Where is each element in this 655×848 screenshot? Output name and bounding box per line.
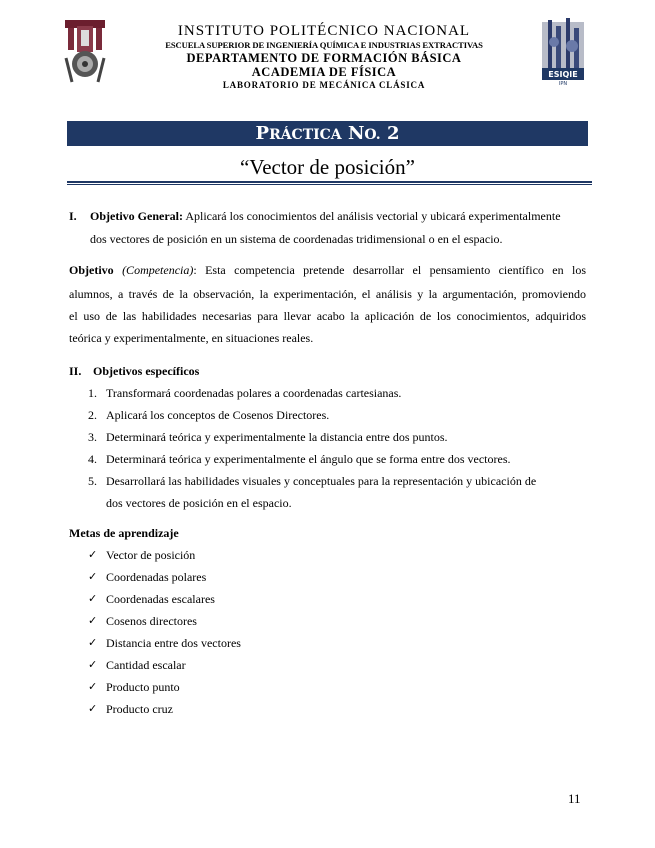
check-icon: ✓ <box>88 636 98 649</box>
logo-right-subtext: IPN <box>558 81 568 86</box>
competency-line4: teórica y experimentalmente, en situaciones reales. <box>69 331 314 345</box>
competency-line1 <box>69 264 586 276</box>
objective-num: 1. <box>88 386 97 400</box>
school-name: ESCUELA SUPERIOR DE INGENIERÍA QUÍMICA E INDUSTRIAS EXTRACTIVAS <box>165 40 483 50</box>
section1-text1: Aplicará los conocimientos del análisis vectorial y ubicará experimentalmente <box>182 209 561 223</box>
goal-item: Distancia entre dos vectores <box>106 636 241 650</box>
objective-num: 4. <box>88 452 97 466</box>
competency-line3: el uso de las habilidades necesarias para llevar acabo la aplicación de los conocimientos, adquiridos <box>69 309 586 323</box>
objective-num: 2. <box>88 408 97 422</box>
academy-name: ACADEMIA DE FÍSICA <box>251 65 397 79</box>
competency-sub: (Competencia) <box>122 263 194 277</box>
check-icon: ✓ <box>88 702 98 715</box>
check-icon: ✓ <box>88 570 98 583</box>
check-icon: ✓ <box>88 592 98 605</box>
practice-banner <box>67 121 588 146</box>
objective-text: Aplicará los conceptos de Cosenos Directores. <box>106 408 330 422</box>
section1-line1 <box>90 210 561 222</box>
page-number: 11 <box>568 791 581 806</box>
section2-heading: Objetivos específicos <box>93 364 200 378</box>
objective-text: Determinará teórica y experimentalmente la distancia entre dos puntos. <box>106 430 448 444</box>
lab-name: LABORATORIO DE MECÁNICA CLÁSICA <box>222 80 426 90</box>
department-name: DEPARTAMENTO DE FORMACIÓN BÁSICA <box>186 51 462 65</box>
objective-text-cont: dos vectores de posición en el espacio. <box>106 496 292 510</box>
competency-line2: alumnos, a través de la observación, la experimentación, el análisis y la argumentación, promoviendo <box>69 287 586 301</box>
objective-text: Determinará teórica y experimentalmente el ángulo que se forma entre dos vectores. <box>106 452 511 466</box>
section1-heading: Objetivo General: <box>90 209 183 223</box>
section2-numeral: II. <box>69 364 82 378</box>
competency-text1: : Esta competencia pretende desarrollar el pensamiento científico en los <box>193 263 586 277</box>
esiqie-logo-icon <box>540 16 586 86</box>
practice-label-rest: RÁCTICA <box>269 127 342 143</box>
objective-num: 3. <box>88 430 97 444</box>
check-icon: ✓ <box>88 658 98 671</box>
practice-label-first: P <box>255 123 270 144</box>
goals-heading: Metas de aprendizaje <box>69 526 179 540</box>
competency-heading: Objetivo <box>69 263 114 277</box>
title-rule-thin <box>67 184 592 185</box>
objective-text: Transformará coordenadas polares a coordenadas cartesianas. <box>106 386 402 400</box>
practice-no-first: N <box>347 123 365 144</box>
ipn-logo-icon <box>62 18 108 84</box>
objective-num: 5. <box>88 474 97 488</box>
section1-line2: dos vectores de posición en un sistema de coordenadas tridimensional o en el espacio. <box>90 232 503 246</box>
title-rule <box>67 181 592 183</box>
objective-text: Desarrollará las habilidades visuales y conceptuales para la representación y ubicación de <box>106 474 537 488</box>
check-icon: ✓ <box>88 614 98 627</box>
goal-item: Cantidad escalar <box>106 658 186 672</box>
goal-item: Coordenadas polares <box>106 570 207 584</box>
section1-numeral: I. <box>69 209 77 223</box>
goal-item: Cosenos directores <box>106 614 197 628</box>
institution-name: INSTITUTO POLITÉCNICO NACIONAL <box>177 23 471 39</box>
practice-title: “Vector de posición” <box>240 155 415 179</box>
practice-number: 2 <box>386 123 400 144</box>
check-icon: ✓ <box>88 680 98 693</box>
goal-item: Coordenadas escalares <box>106 592 215 606</box>
goal-item: Producto cruz <box>106 702 173 716</box>
practice-no-rest: O. <box>364 127 381 143</box>
check-icon: ✓ <box>88 548 98 561</box>
logo-right-text: ESIQIE <box>548 70 578 79</box>
goal-item: Vector de posición <box>106 548 196 562</box>
goal-item: Producto punto <box>106 680 180 694</box>
